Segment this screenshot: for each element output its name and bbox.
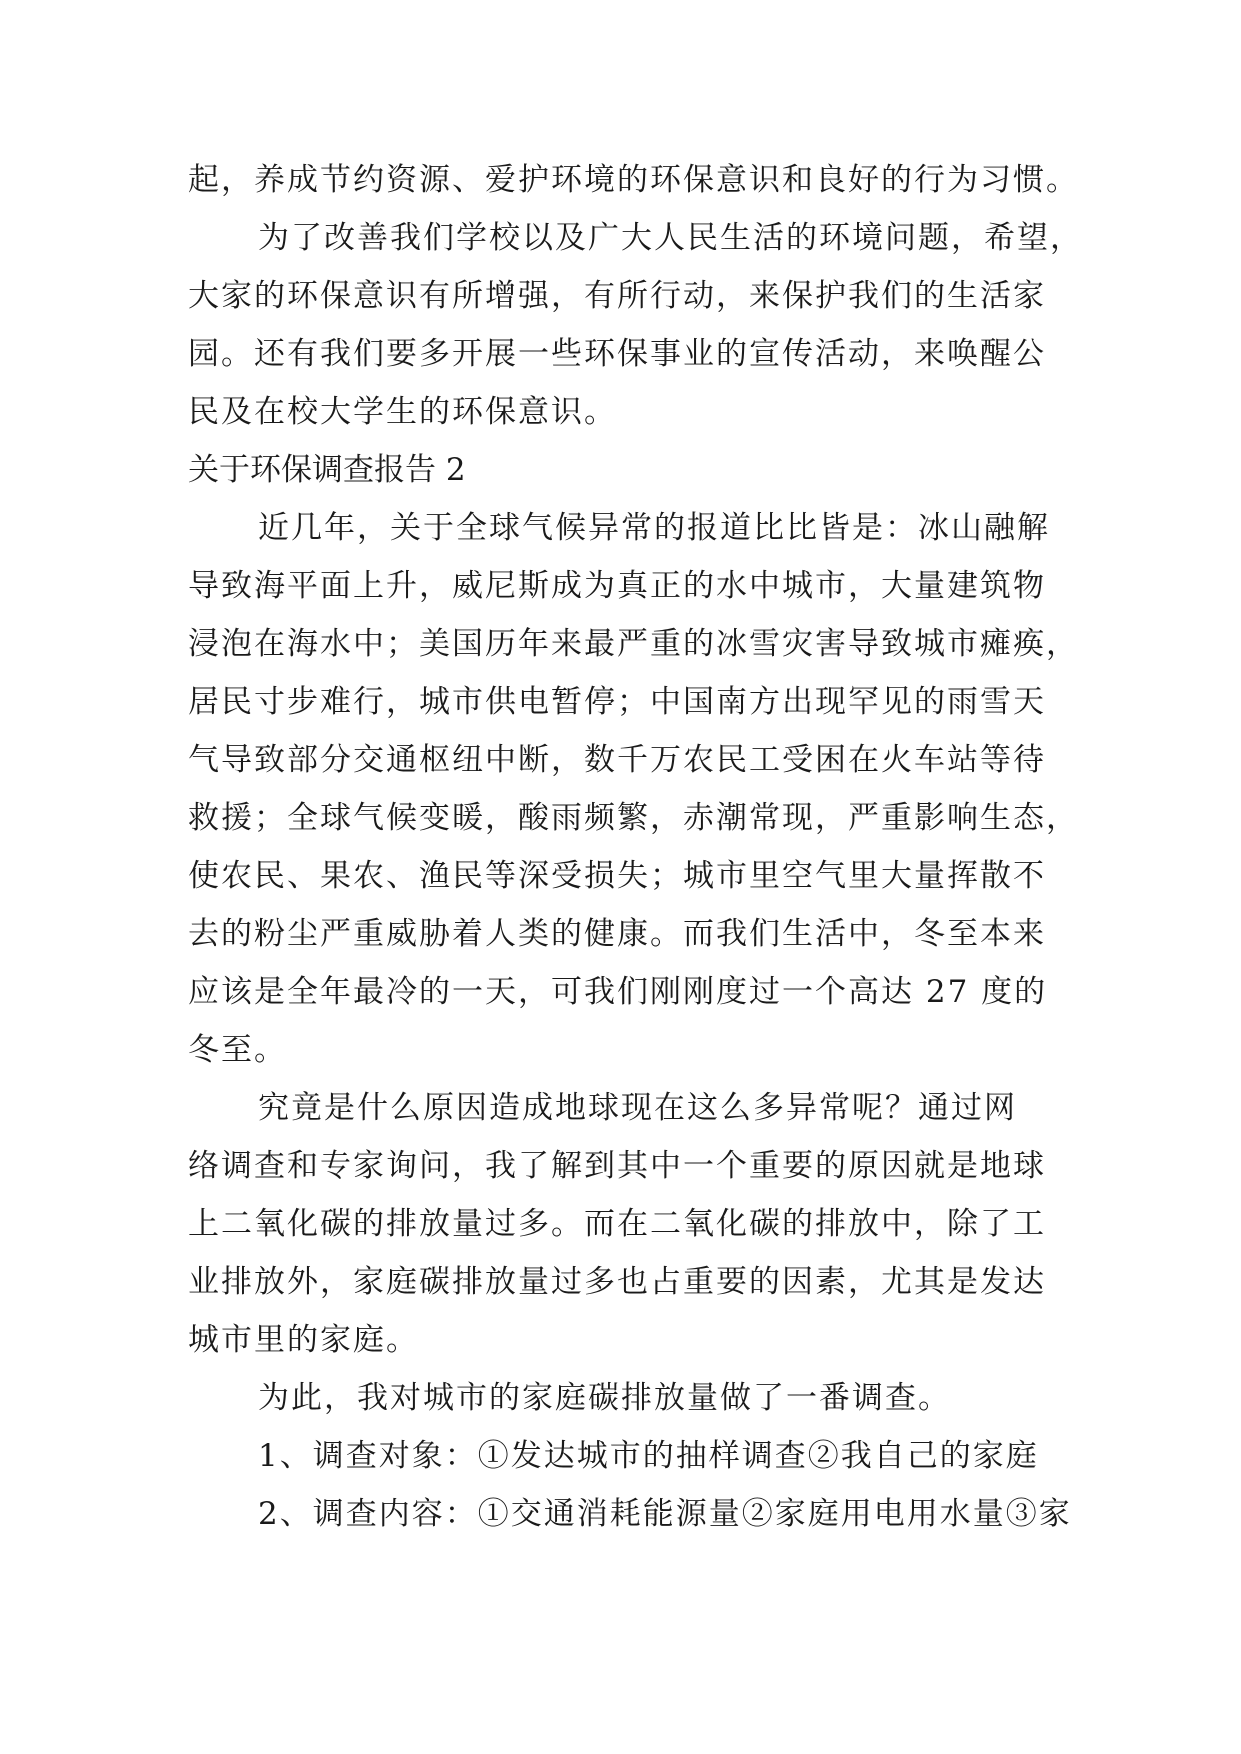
body-text-line: 大家的环保意识有所增强，有所行动，来保护我们的生活家 [188,278,1046,314]
body-text-line: 气导致部分交通枢纽中断，数千万农民工受困在火车站等待 [188,742,1046,778]
body-text-line: 究竟是什么原因造成地球现在这么多异常呢？通过网 [258,1090,1017,1126]
body-text-line: 城市里的家庭。 [188,1322,419,1358]
body-text-line: 络调查和专家询问，我了解到其中一个重要的原因就是地球 [188,1148,1046,1184]
body-text-line: 近几年，关于全球气候异常的报道比比皆是：冰山融解 [258,510,1050,546]
body-text-line: 救援；全球气候变暖，酸雨频繁，赤潮常现，严重影响生态， [188,800,1079,836]
list-item: 1、调查对象：①发达城市的抽样调查②我自己的家庭 [258,1438,1039,1474]
body-text-line: 去的粉尘严重威胁着人类的健康。而我们生活中，冬至本来 [188,916,1046,952]
body-text-line: 应该是全年最冷的一天，可我们刚刚度过一个高达 27 度的 [188,974,1048,1010]
list-item: 2、调查内容：①交通消耗能源量②家庭用电用水量③家 [258,1496,1072,1532]
body-text-line: 导致海平面上升，威尼斯成为真正的水中城市，大量建筑物 [188,568,1046,604]
body-text-line: 为此，我对城市的家庭碳排放量做了一番调查。 [258,1380,951,1416]
body-text-line: 民及在校大学生的环保意识。 [188,394,617,430]
body-text-line: 冬至。 [188,1032,287,1068]
body-text-line: 业排放外，家庭碳排放量过多也占重要的因素，尤其是发达 [188,1264,1046,1300]
body-text-line: 上二氧化碳的排放量过多。而在二氧化碳的排放中，除了工 [188,1206,1046,1242]
body-text-line: 起，养成节约资源、爱护环境的环保意识和良好的行为习惯。 [188,162,1079,198]
body-text-line: 园。还有我们要多开展一些环保事业的宣传活动，来唤醒公 [188,336,1046,372]
body-text-line: 居民寸步难行，城市供电暂停；中国南方出现罕见的雨雪天 [188,684,1046,720]
section-heading: 关于环保调查报告 2 [188,452,466,488]
body-text-line: 浸泡在海水中；美国历年来最严重的冰雪灾害导致城市瘫痪， [188,626,1079,662]
body-text-line: 为了改善我们学校以及广大人民生活的环境问题，希望， [258,220,1083,256]
body-text-line: 使农民、果农、渔民等深受损失；城市里空气里大量挥散不 [188,858,1046,894]
